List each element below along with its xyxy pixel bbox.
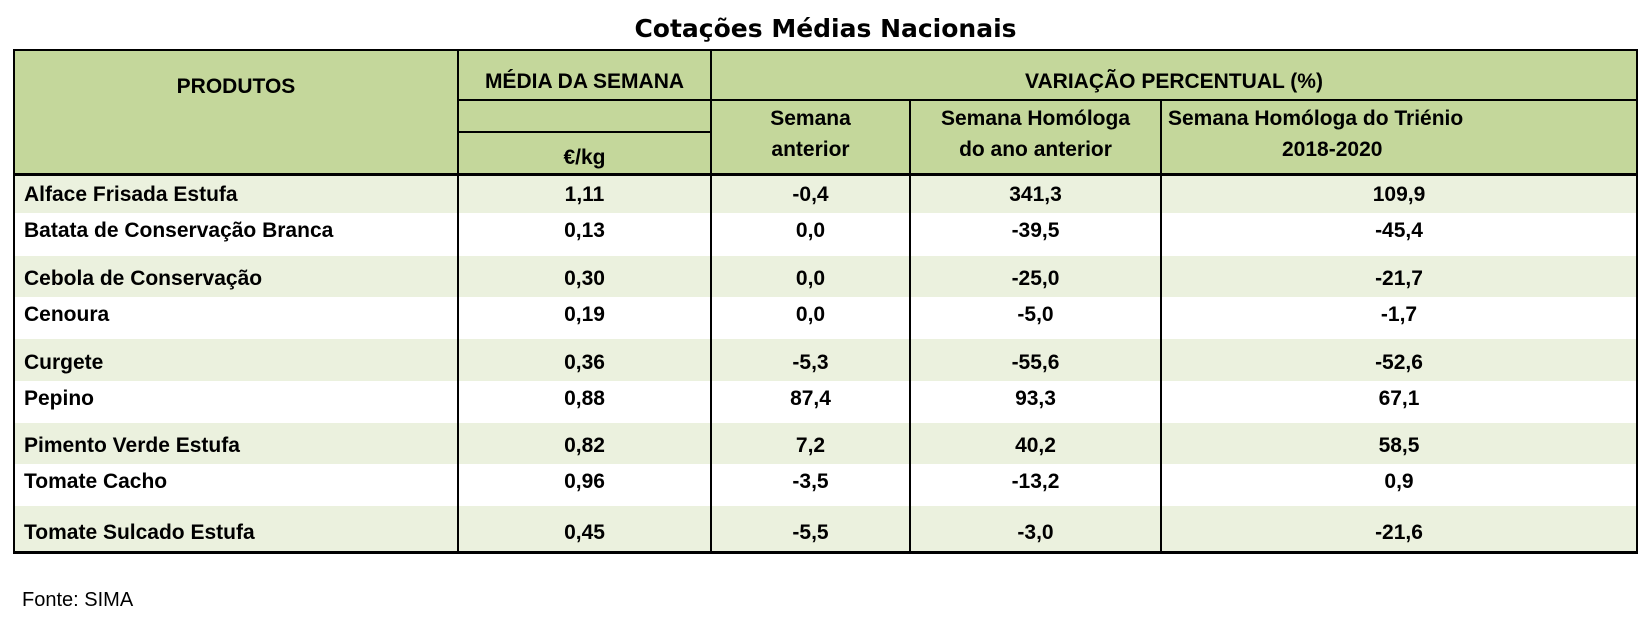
header-homologa-l2: do ano anterior xyxy=(959,138,1112,161)
header-homologa-l1: Semana Homóloga xyxy=(940,107,1131,130)
cell-media: 0,88 xyxy=(458,381,711,423)
cell-produto: Pepino xyxy=(14,381,458,423)
cell-media: 0,19 xyxy=(458,297,711,339)
cell-produto: Batata de Conservação Branca xyxy=(14,213,458,256)
table-row xyxy=(14,506,1637,552)
cell-media: 0,82 xyxy=(458,423,711,464)
header-semana-anterior xyxy=(711,100,910,174)
cell-trienio: 0,9 xyxy=(1161,464,1637,506)
header-trienio-l2: 2018-2020 xyxy=(1282,138,1383,161)
cell-semana-anterior: 0,0 xyxy=(711,256,910,297)
cell-homologa: -55,6 xyxy=(910,339,1161,381)
cell-produto: Tomate Cacho xyxy=(14,464,458,506)
cell-media: 1,11 xyxy=(458,174,711,213)
header-trienio-l1: Semana Homóloga do Triénio xyxy=(1168,107,1464,130)
table-row xyxy=(14,297,1637,339)
cell-trienio: 58,5 xyxy=(1161,423,1637,464)
header-homologa xyxy=(910,100,1161,174)
table-row xyxy=(14,256,1637,297)
cell-homologa: -39,5 xyxy=(910,213,1161,256)
cell-homologa: -25,0 xyxy=(910,256,1161,297)
cell-produto: Pimento Verde Estufa xyxy=(14,423,458,464)
cell-produto: Cebola de Conservação xyxy=(14,256,458,297)
cell-produto: Cenoura xyxy=(14,297,458,339)
cell-homologa: -13,2 xyxy=(910,464,1161,506)
header-media-semana: MÉDIA DA SEMANA xyxy=(458,50,711,100)
cell-produto: Tomate Sulcado Estufa xyxy=(14,506,458,552)
cell-trienio: -21,7 xyxy=(1161,256,1637,297)
table-row xyxy=(14,213,1637,256)
cell-semana-anterior: -5,3 xyxy=(711,339,910,381)
table-row xyxy=(14,423,1637,464)
cell-homologa: 341,3 xyxy=(910,174,1161,213)
cell-homologa: -5,0 xyxy=(910,297,1161,339)
cell-trienio: 109,9 xyxy=(1161,174,1637,213)
table-row xyxy=(14,381,1637,423)
header-semana-anterior-l1: Semana xyxy=(770,107,851,130)
header-unidade: €/kg xyxy=(458,132,711,174)
cell-homologa: 40,2 xyxy=(910,423,1161,464)
cell-produto: Alface Frisada Estufa xyxy=(14,174,458,213)
table-title: Cotações Médias Nacionais xyxy=(634,14,1017,43)
cell-produto: Curgete xyxy=(14,339,458,381)
cell-trienio: -21,6 xyxy=(1161,506,1637,552)
cell-homologa: 93,3 xyxy=(910,381,1161,423)
header-semana-anterior-l2: anterior xyxy=(771,138,850,161)
source-note: Fonte: SIMA xyxy=(22,589,134,611)
cell-media: 0,36 xyxy=(458,339,711,381)
cell-trienio: -1,7 xyxy=(1161,297,1637,339)
table-row xyxy=(14,339,1637,381)
cell-media: 0,45 xyxy=(458,506,711,552)
cell-trienio: -45,4 xyxy=(1161,213,1637,256)
cell-homologa: -3,0 xyxy=(910,506,1161,552)
header-variacao: VARIAÇÃO PERCENTUAL (%) xyxy=(711,50,1637,100)
cell-media: 0,13 xyxy=(458,213,711,256)
cell-trienio: 67,1 xyxy=(1161,381,1637,423)
header-produtos: PRODUTOS xyxy=(14,50,458,174)
cell-semana-anterior: -0,4 xyxy=(711,174,910,213)
cell-semana-anterior: 7,2 xyxy=(711,423,910,464)
cell-trienio: -52,6 xyxy=(1161,339,1637,381)
cell-semana-anterior: 0,0 xyxy=(711,213,910,256)
cell-semana-anterior: -5,5 xyxy=(711,506,910,552)
cell-semana-anterior: 87,4 xyxy=(711,381,910,423)
prices-table xyxy=(13,49,1638,554)
table-row xyxy=(14,174,1637,213)
cell-semana-anterior: 0,0 xyxy=(711,297,910,339)
cell-media: 0,30 xyxy=(458,256,711,297)
header-media-blank xyxy=(458,100,711,132)
cell-media: 0,96 xyxy=(458,464,711,506)
cell-semana-anterior: -3,5 xyxy=(711,464,910,506)
header-trienio xyxy=(1161,100,1637,174)
table-row xyxy=(14,464,1637,506)
